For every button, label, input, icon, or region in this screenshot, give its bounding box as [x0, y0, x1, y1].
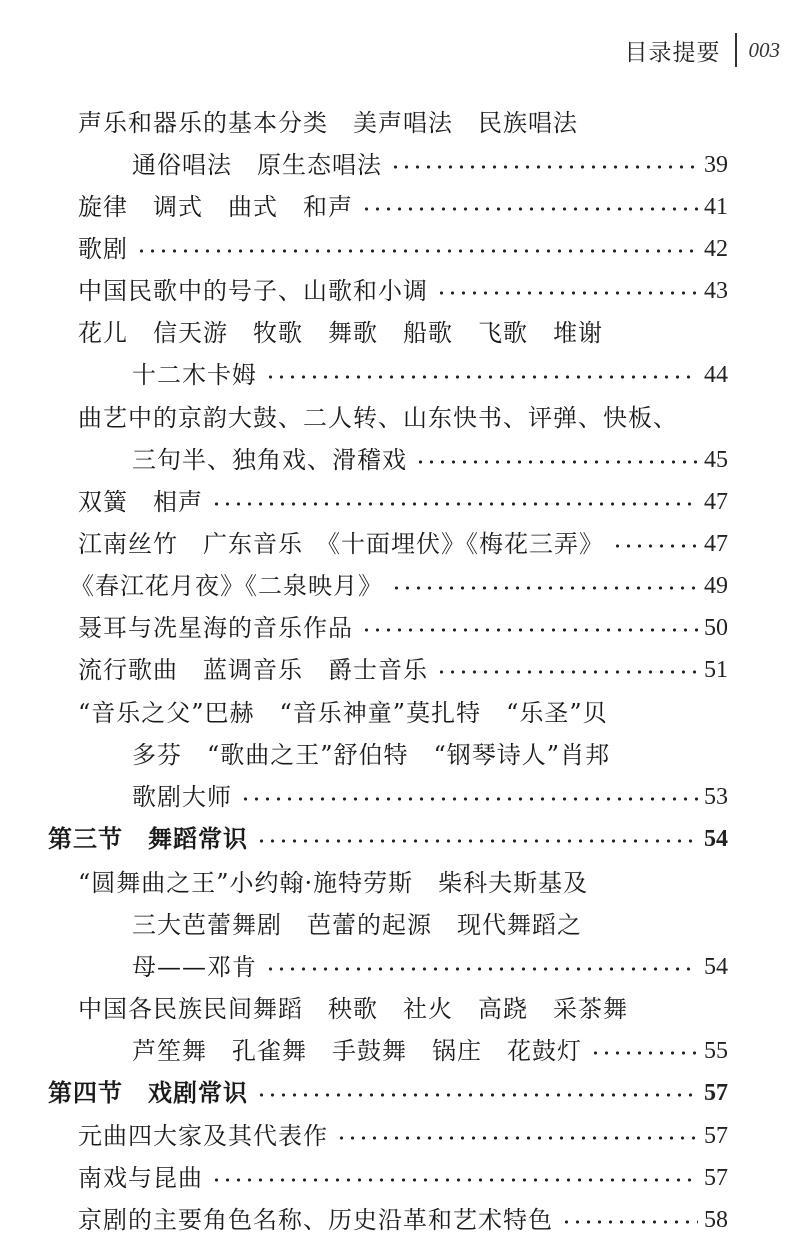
- toc-page-number: 57: [704, 1080, 728, 1106]
- toc-entry-text: 母——邓肯: [132, 953, 257, 981]
- toc-page-number: 50: [704, 615, 728, 641]
- toc-entry: [132, 354, 728, 396]
- toc-entry-text: 歌剧: [78, 235, 128, 263]
- toc-entry-text: 声乐和器乐的基本分类 美声唱法 民族唱法: [78, 109, 578, 137]
- toc-entry: [78, 692, 728, 734]
- toc-entry: [78, 988, 728, 1030]
- toc-entry: [78, 1199, 728, 1241]
- toc-entry: [132, 1030, 728, 1072]
- dot-leader: [211, 1157, 698, 1199]
- running-header: [625, 30, 781, 70]
- toc-entry-text: 旋律 调式 曲式 和声: [78, 193, 353, 221]
- toc-page-number: 51: [704, 657, 728, 683]
- toc-entry: [132, 946, 728, 988]
- dot-leader: [256, 1072, 698, 1114]
- toc-entry: [78, 397, 728, 439]
- toc-entry-text: 芦笙舞 孔雀舞 手鼓舞 锅庄 花鼓灯: [132, 1037, 582, 1065]
- toc-entry: [78, 523, 728, 565]
- header-title: 目录提要: [624, 39, 721, 66]
- toc-page-number: 49: [704, 573, 728, 599]
- toc-entry: [78, 481, 728, 523]
- toc-entry: [78, 102, 728, 144]
- toc-page-number: 42: [704, 236, 728, 262]
- dot-leader: [391, 565, 698, 607]
- dot-leader: [265, 946, 698, 988]
- toc-page-number: 55: [704, 1038, 728, 1064]
- toc-entry-text: 花儿 信天游 牧歌 舞歌 船歌 飞歌 堆谢: [78, 319, 603, 347]
- toc-section-heading: [48, 818, 728, 860]
- toc-entry: [78, 649, 728, 691]
- section-title: 第四节 戏剧常识: [48, 1078, 248, 1107]
- toc-page-number: 54: [704, 826, 728, 852]
- toc-section-heading: [48, 1072, 728, 1114]
- toc-entry: [132, 904, 728, 946]
- toc-entry-text: 三大芭蕾舞剧 芭蕾的起源 现代舞蹈之: [132, 911, 582, 939]
- dot-leader: [361, 186, 698, 228]
- toc-entry-text: 江南丝竹 广东音乐 《十面埋伏》《梅花三弄》: [78, 530, 604, 558]
- dot-leader: [240, 776, 698, 818]
- toc-entry-text: 南戏与昆曲: [78, 1164, 203, 1192]
- dot-leader: [415, 439, 698, 481]
- toc-entry-text: 《春江花月夜》《二泉映月》: [70, 572, 383, 600]
- toc-entry-text: 歌剧大师: [132, 783, 232, 811]
- toc-entry: [132, 439, 728, 481]
- toc-entry-text: 流行歌曲 蓝调音乐 爵士音乐: [78, 656, 428, 684]
- dot-leader: [336, 1115, 698, 1157]
- dot-leader: [561, 1199, 698, 1241]
- dot-leader: [265, 354, 698, 396]
- toc-entry-text: 十二木卡姆: [132, 361, 257, 389]
- toc-entry: [132, 144, 728, 186]
- toc-entry-text: 通俗唱法 原生态唱法: [132, 151, 382, 179]
- toc-page-number: 47: [704, 489, 728, 515]
- toc-entry: [78, 270, 728, 312]
- toc-entry: [78, 1115, 728, 1157]
- toc-entry: [78, 862, 728, 904]
- toc-page-number: 57: [704, 1165, 728, 1191]
- toc-entry: [132, 734, 728, 776]
- section-title: 第三节 舞蹈常识: [48, 824, 248, 853]
- toc-entry-text: 双簧 相声: [78, 488, 203, 516]
- toc-page-number: 53: [704, 784, 728, 810]
- toc-page-number: 54: [704, 954, 728, 980]
- toc-page-number: 58: [704, 1207, 728, 1233]
- dot-leader: [256, 818, 698, 860]
- toc-entry: [132, 776, 728, 818]
- dot-leader: [612, 523, 698, 565]
- dot-leader: [211, 481, 698, 523]
- toc-entry: [78, 1157, 728, 1199]
- toc-page-number: 39: [704, 152, 728, 178]
- toc-entry-text: 中国民歌中的号子、山歌和小调: [78, 277, 428, 305]
- toc-entry-text: 三句半、独角戏、滑稽戏: [132, 446, 407, 474]
- toc-entry: [78, 312, 728, 354]
- toc-entry-text: 曲艺中的京韵大鼓、二人转、山东快书、评弹、快板、: [78, 404, 678, 432]
- toc-entry: [78, 186, 728, 228]
- toc-entry-text: 元曲四大家及其代表作: [78, 1122, 328, 1150]
- toc-entry-text: “音乐之父”巴赫 “音乐神童”莫扎特 “乐圣”贝: [78, 699, 608, 727]
- dot-leader: [390, 144, 698, 186]
- toc-entry: [70, 565, 728, 607]
- dot-leader: [590, 1030, 698, 1072]
- dot-leader: [436, 649, 698, 691]
- toc-page-number: 43: [704, 278, 728, 304]
- toc-page-number: 44: [704, 362, 728, 388]
- dot-leader: [436, 270, 698, 312]
- header-page-number: 003: [748, 37, 780, 62]
- toc-entry-text: 多芬 “歌曲之王”舒伯特 “钢琴诗人”肖邦: [132, 741, 611, 769]
- toc-entry: [78, 228, 728, 270]
- toc-page-number: 41: [704, 194, 728, 220]
- toc-page-number: 47: [704, 531, 728, 557]
- dot-leader: [361, 607, 698, 649]
- toc-entry-text: 聂耳与冼星海的音乐作品: [78, 614, 353, 642]
- toc-entry-text: 中国各民族民间舞蹈 秧歌 社火 高跷 采茶舞: [78, 995, 628, 1023]
- toc-page-number: 57: [704, 1123, 728, 1149]
- toc-entry-text: “圆舞曲之王”小约翰·施特劳斯 柴科夫斯基及: [78, 869, 589, 897]
- toc-entry-text: 京剧的主要角色名称、历史沿革和艺术特色: [78, 1206, 553, 1234]
- toc-page-number: 45: [704, 447, 728, 473]
- dot-leader: [136, 228, 698, 270]
- toc-entry: [78, 607, 728, 649]
- header-divider: [735, 33, 737, 67]
